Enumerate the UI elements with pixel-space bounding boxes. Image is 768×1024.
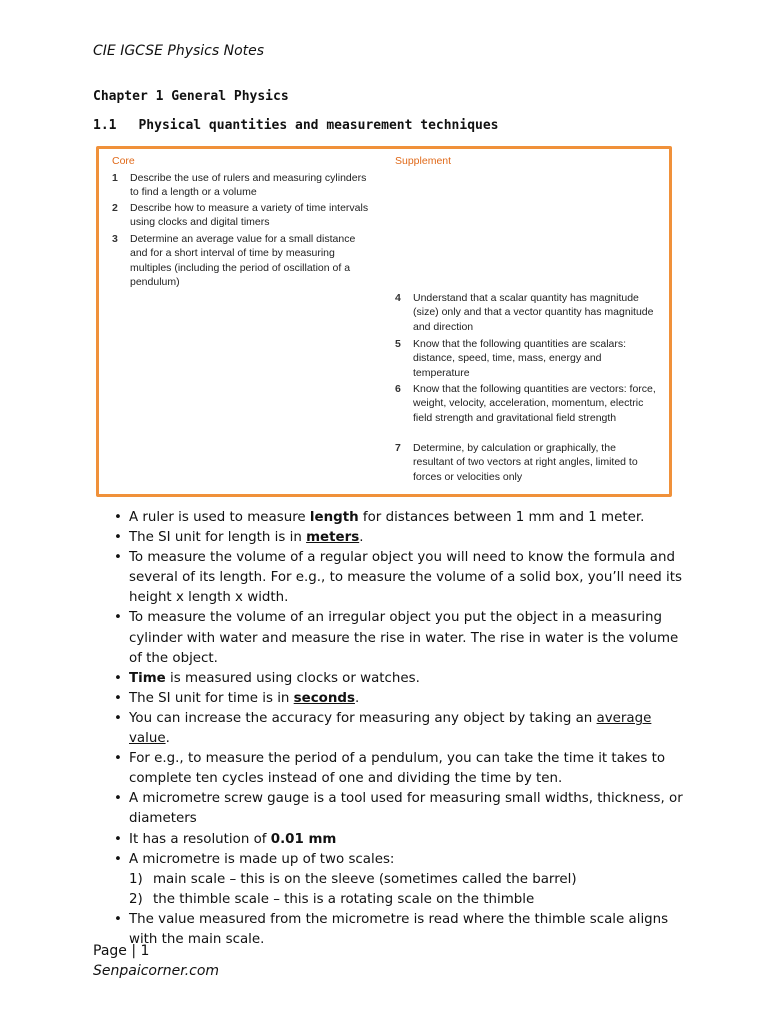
core-column-label: Core [112, 155, 135, 167]
section-number: 1.1 [93, 118, 117, 133]
objective-text: Determine, by calculation or graphically, the resultant of two vectors at right angles, limited to forces or velocities only [413, 442, 638, 483]
objective-text: Know that the following quantities are scalars: distance, speed, time, mass, energy and temperature [413, 338, 627, 379]
list-item: • It has a resolution of 0.01 mm [93, 830, 683, 850]
objective-text: Know that the following quantities are vectors: force, weight, velocity, acceleration, momentum, electric field strength and gravitational field strength [413, 383, 656, 424]
list-item: • A ruler is used to measure length for distances between 1 mm and 1 meter. [93, 508, 683, 528]
page-number: Page | 1 [93, 943, 150, 959]
notes-list [93, 508, 683, 950]
objective-item [395, 337, 658, 380]
objective-item [395, 291, 658, 334]
objective-text: Describe how to measure a variety of time intervals using clocks and digital timers [130, 202, 369, 229]
objective-number: 1 [112, 172, 118, 184]
list-item: • The value measured from the micrometre is read where the thimble scale aligns with the main scale. [93, 910, 683, 950]
list-item: • To measure the volume of a regular object you will need to know the formula and several of its length. For e.g., to measure the volume of a solid box, you’ll need its height x length x width. [93, 548, 683, 608]
supplement-column-label: Supplement [395, 155, 452, 167]
list-item: • The SI unit for time is in seconds. [93, 689, 683, 709]
syllabus-objectives-box [96, 146, 672, 497]
section-heading [93, 118, 499, 133]
objective-number: 4 [395, 292, 401, 304]
objective-text: Understand that a scalar quantity has magnitude (size) only and that a vector quantity has magnitude and direction [413, 292, 654, 333]
objective-number: 2 [112, 202, 118, 214]
numbered-sub-item: 1) main scale – this is on the sleeve (sometimes called the barrel) [129, 871, 577, 887]
objective-item [112, 171, 375, 200]
objective-number: 7 [395, 442, 401, 454]
document-header: CIE IGCSE Physics Notes [93, 43, 265, 59]
objective-number: 6 [395, 383, 401, 395]
footer-site: Senpaicorner.com [93, 963, 220, 979]
list-item: • You can increase the accuracy for measuring any object by taking an average value. [93, 709, 683, 749]
list-item: • To measure the volume of an irregular object you put the object in a measuring cylinder with water and measure the rise in water. The rise in water is the volume of the object. [93, 608, 683, 668]
objective-number: 5 [395, 338, 401, 350]
chapter-title: Chapter 1 General Physics [93, 89, 289, 104]
section-title: Physical quantities and measurement techniques [138, 118, 499, 133]
objective-text: Determine an average value for a small distance and for a short interval of time by measuring multiples (including the period of oscillation of a pendulum) [130, 233, 356, 288]
objective-text: Describe the use of rulers and measuring cylinders to find a length or a volume [130, 172, 367, 199]
list-item: • For e.g., to measure the period of a pendulum, you can take the time it takes to complete ten cycles instead of one and dividing the time by ten. [93, 749, 683, 789]
list-item: • A micrometre is made up of two scales: [93, 850, 683, 870]
objective-item [395, 382, 658, 425]
list-item: • Time is measured using clocks or watches. [93, 669, 683, 689]
numbered-sub-item: 2) the thimble scale – this is a rotating scale on the thimble [129, 891, 535, 907]
objective-item [112, 232, 375, 289]
objective-item [112, 201, 375, 230]
objective-number: 3 [112, 233, 118, 245]
objective-item [395, 441, 658, 484]
list-item: • A micrometre screw gauge is a tool used for measuring small widths, thickness, or diameters [93, 789, 683, 829]
list-item: • The SI unit for length is in meters. [93, 528, 683, 548]
